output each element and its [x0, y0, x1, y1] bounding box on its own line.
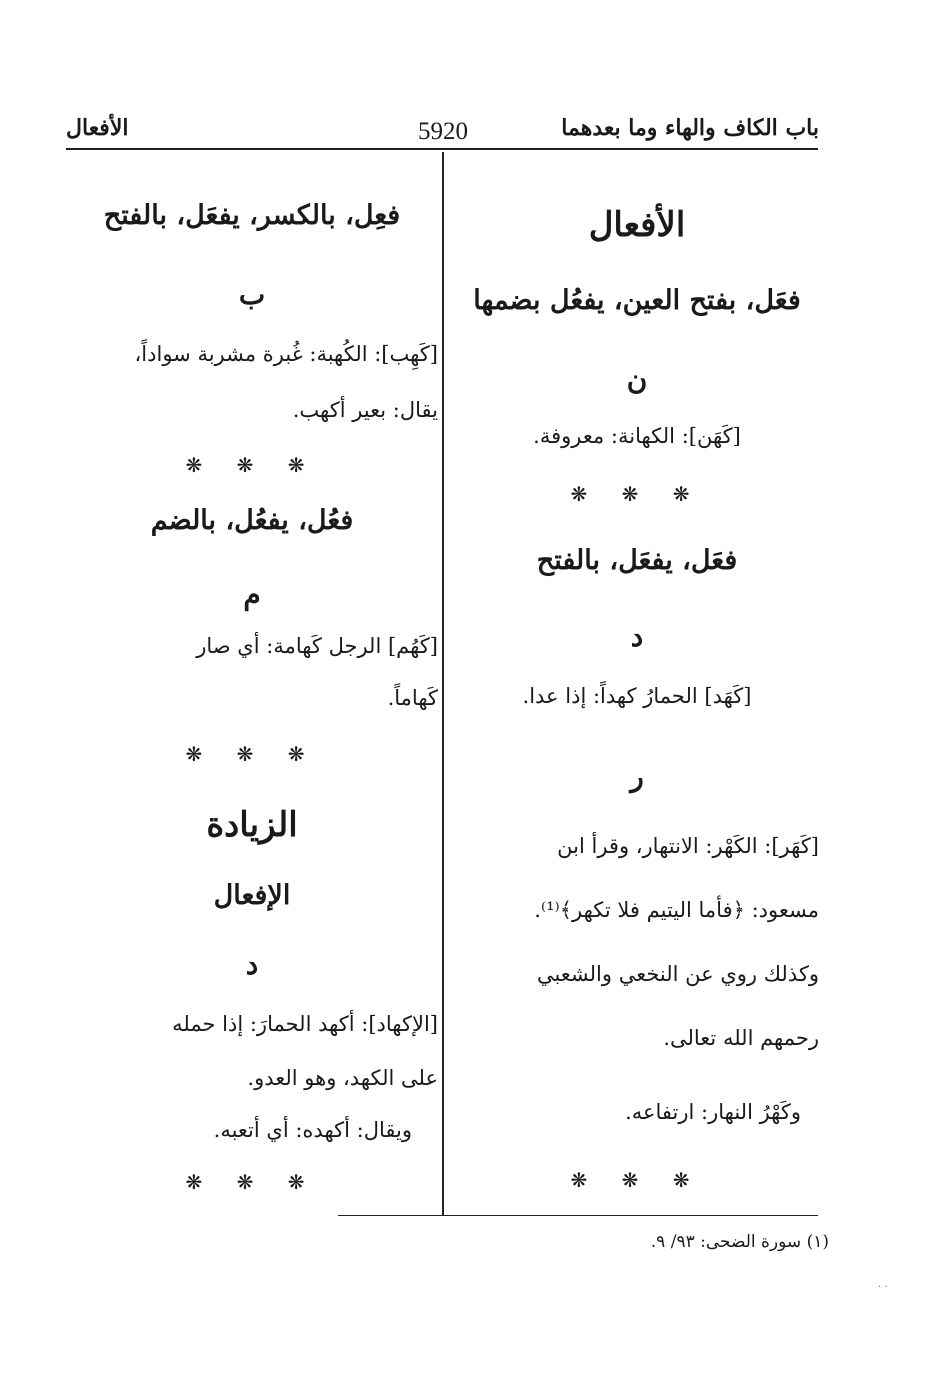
pattern-heading: فعَل، بفتح العين، يفعُل بضمها [473, 285, 801, 316]
header-section: الأفعال [66, 115, 129, 141]
entry-text: [كَهُم] الرجل كَهامة: أي صار [196, 634, 438, 658]
pattern-heading: فعَل، يفعَل، بالفتح [536, 545, 738, 576]
separator-stars: ❋ ❋ ❋ [185, 1170, 319, 1194]
section-title: الأفعال [588, 205, 686, 245]
letter-heading: د [630, 620, 644, 653]
footnote: (١) سورة الضحى: ٩٣/ ٩. [650, 1232, 829, 1252]
entry-text: [كَهِب]: الكُهبة: غُبرة مشربة سواداً، [134, 342, 438, 366]
entry-text: وكَهْرُ النهار: ارتفاعه. [625, 1100, 801, 1124]
entry-text: [كَهَن]: الكهانة: معروفة. [533, 424, 741, 448]
subsection-title: الإفعال [213, 880, 291, 911]
separator-stars: ❋ ❋ ❋ [570, 482, 704, 506]
section-title: الزيادة [206, 805, 298, 845]
letter-heading: م [243, 578, 261, 611]
letter-heading: ن [626, 363, 648, 396]
scan-speck: · · [878, 1282, 888, 1293]
pattern-heading: فعِل، بالكسر، يفعَل، بالفتح [103, 200, 401, 231]
entry-text: [كَهَر]: الكَهْر: الانتهار، وقرأ ابن [557, 834, 819, 858]
entry-text: [الإكهاد]: أكهد الحمارَ: إذا حمله [172, 1012, 438, 1036]
entry-text: ويقال: أكهده: أي أتعبه. [213, 1118, 412, 1142]
separator-stars: ❋ ❋ ❋ [185, 453, 319, 477]
separator-stars: ❋ ❋ ❋ [570, 1168, 704, 1192]
entry-text: مسعود: ﴿فأما اليتيم فلا تكهر﴾⁽¹⁾. [534, 898, 819, 922]
column-divider [442, 152, 444, 1216]
footnote-rule [338, 1215, 818, 1216]
header-chapter: باب الكاف والهاء وما بعدهما [561, 115, 819, 141]
entry-text: كَهاماً. [387, 686, 438, 710]
entry-text: يقال: بعير أكهب. [292, 398, 438, 422]
entry-text: وكذلك روي عن النخعي والشعبي [536, 962, 819, 986]
separator-stars: ❋ ❋ ❋ [185, 742, 319, 766]
entry-text: على الكهد، وهو العدو. [247, 1066, 438, 1090]
entry-text: [كَهَد] الحمارُ كهداً: إذا عدا. [522, 684, 752, 708]
page-number: 5920 [418, 118, 468, 145]
letter-heading: ب [238, 278, 266, 311]
pattern-heading: فعُل، يفعُل، بالضم [150, 505, 354, 536]
letter-heading: ر [630, 760, 644, 793]
entry-text: رحمهم الله تعالى. [663, 1026, 819, 1050]
letter-heading: د [245, 948, 259, 981]
header-rule [66, 148, 818, 150]
